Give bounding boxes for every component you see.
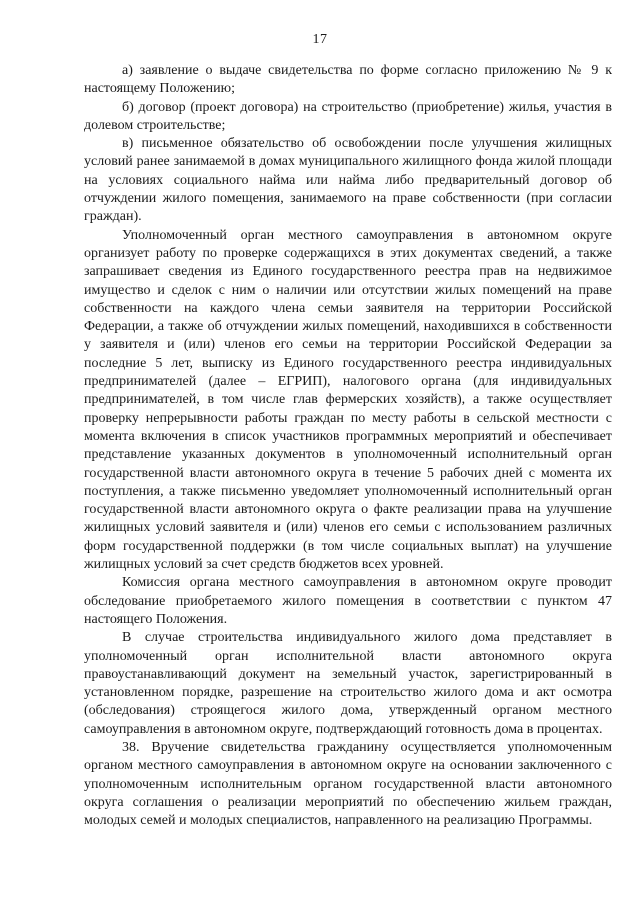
paragraph-commission: Комиссия органа местного самоуправления в автономном округе проводит обследование приобретаемого жилого помещения в соответствии с пунктом 47 настоящего Положения. [84,575,612,627]
paragraph-item-v: в) письменное обязательство об освобождении после улучшения жилищных условий ранее занимаемой в домах муниципального жилищного фонда жилой площади на условиях социального найма или найма либо предварительный договор об отчуждении жилого помещения, занимаемого на праве собственности (при согласии граждан). [84,136,612,225]
document-body [84,62,612,830]
page-number: 17 [312,32,328,47]
paragraph-authorized-body: Уполномоченный орган местного самоуправления в автономном округе организует работу по проверке содержащихся в этих документах сведений, а также запрашивает сведения из Единого государственного реестра прав на недвижимое имущество и сделок с ним о наличии или отсутствии жилых помещений на праве собственности на каждого члена семьи заявителя на территории Российской Федерации, а также об отчуждении жилых помещений, находившихся в собственности у заявителя и (или) членов его семьи на территории Российской Федерации за последние 5 лет, выписку из Единого государственного реестра индивидуальных предпринимателей (далее – ЕГРИП), налогового органа (для индивидуальных предпринимателей, в том числе глав фермерских хозяйств), а также осуществляет проверку непрерывности работы граждан по месту работы в сельской местности с момента включения в список участников программных мероприятий и обеспечивает представление указанных документов в уполномоченный исполнительный орган государственной власти автономного округа в течение 5 рабочих дней с момента их поступления, а также письменно уведомляет уполномоченный исполнительный орган государственной власти автономного округа о факте реализации права на улучшение жилищных условий заявителя и (или) членов его семьи с использованием различных форм государственной поддержки (в том числе социальных выплат) на улучшение жилищных условий за счет средств бюджетов всех уровней. [84,227,612,573]
paragraph-item-38: 38. Вручение свидетельства гражданину осуществляется уполномоченным органом местного самоуправления в автономном округе на основании заключенного с уполномоченным исполнительным органом государственной власти автономного округа соглашения о реализации мероприятий по обеспечению жильем граждан, молодых семей и молодых специалистов, направленного на реализацию Программы. [84,739,612,829]
paragraph-individual-house: В случае строительства индивидуального жилого дома представляет в уполномоченный орган исполнительной власти автономного округа правоустанавливающий документ на земельный участок, зарегистрированный в установленном порядке, разрешение на строительство жилого дома и акт осмотра (обследования) строящегося жилого дома, утвержденный органом местного самоуправления в автономном округе, подтверждающий готовность дома в процентах. [84,630,612,737]
paragraph-item-a: а) заявление о выдаче свидетельства по форме согласно приложению № 9 к настоящему Положению; [84,63,612,97]
paragraph-item-b: б) договор (проект договора) на строительство (приобретение) жилья, участия в долевом строительстве; [84,99,612,133]
